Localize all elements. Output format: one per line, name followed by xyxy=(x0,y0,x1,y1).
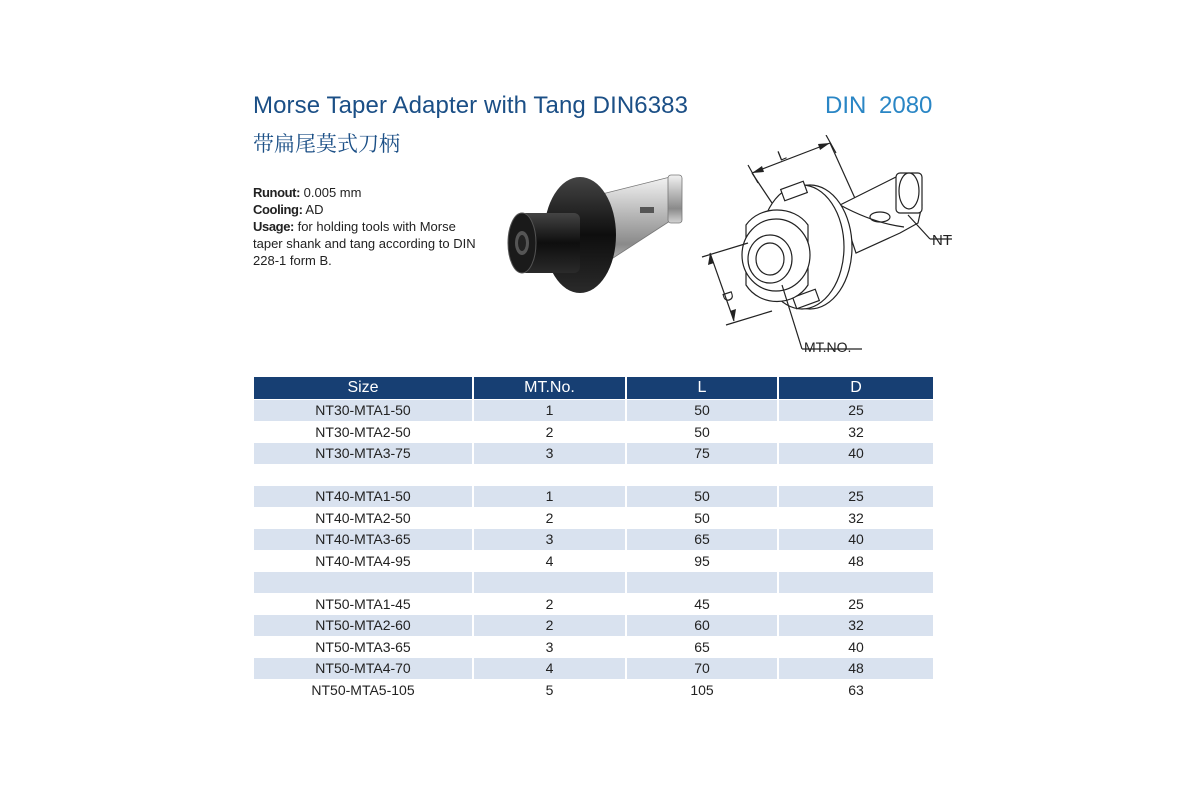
dim-label-l: L xyxy=(775,146,789,164)
cell-d: 40 xyxy=(779,442,933,464)
cell-d: 25 xyxy=(779,593,933,615)
dimension-drawing xyxy=(690,135,965,360)
cell-l: 60 xyxy=(627,614,779,636)
page-title: Morse Taper Adapter with Tang DIN6383 xyxy=(253,92,689,119)
header-mt-no: MT.No. xyxy=(474,377,627,399)
cell-mt-no: 3 xyxy=(474,528,627,550)
cell-d: 40 xyxy=(779,528,933,550)
cell-l: 50 xyxy=(627,399,779,421)
cell-size: NT50-MTA4-70 xyxy=(254,657,474,679)
cell-mt-no: 1 xyxy=(474,485,627,507)
cell-size: NT30-MTA1-50 xyxy=(254,399,474,421)
table-row xyxy=(254,421,933,443)
table-row xyxy=(254,571,933,593)
cell-l: 105 xyxy=(627,679,779,701)
cell-d: 32 xyxy=(779,421,933,443)
cell-l: 50 xyxy=(627,507,779,529)
cooling-value: AD xyxy=(305,202,324,217)
cell-l: 70 xyxy=(627,657,779,679)
cell-size: NT50-MTA3-65 xyxy=(254,636,474,658)
runout-label: Runout: xyxy=(253,185,301,200)
cell-size: NT50-MTA5-105 xyxy=(254,679,474,701)
cell-l: 75 xyxy=(627,442,779,464)
usage-line xyxy=(253,218,483,269)
cell-l: 65 xyxy=(627,528,779,550)
table-row xyxy=(254,507,933,529)
table-row xyxy=(254,657,933,679)
spec-notes xyxy=(253,184,483,269)
cooling-label: Cooling: xyxy=(253,202,303,217)
table-row xyxy=(254,442,933,464)
cell-d: 63 xyxy=(779,679,933,701)
standard-label: DIN 2080 xyxy=(825,92,933,119)
table-header-row xyxy=(254,377,933,399)
cell-d: 40 xyxy=(779,636,933,658)
table-row xyxy=(254,614,933,636)
cell-size: NT50-MTA1-45 xyxy=(254,593,474,615)
cell-l: 50 xyxy=(627,421,779,443)
cell-mt-no xyxy=(474,571,627,593)
runout-value: 0.005 mm xyxy=(303,185,362,200)
cell-mt-no: 2 xyxy=(474,421,627,443)
table-row xyxy=(254,485,933,507)
cell-mt-no: 3 xyxy=(474,636,627,658)
cell-l: 45 xyxy=(627,593,779,615)
cell-size xyxy=(254,464,474,486)
cell-d: 48 xyxy=(779,657,933,679)
cell-mt-no: 4 xyxy=(474,550,627,572)
header-d: D xyxy=(779,377,933,399)
cell-l xyxy=(627,571,779,593)
cell-size: NT40-MTA2-50 xyxy=(254,507,474,529)
cell-mt-no: 3 xyxy=(474,442,627,464)
cell-size: NT40-MTA3-65 xyxy=(254,528,474,550)
cell-mt-no: 2 xyxy=(474,614,627,636)
cell-size xyxy=(254,571,474,593)
header-size: Size xyxy=(254,377,474,399)
dim-label-mt: MT.NO. xyxy=(804,339,852,355)
cell-mt-no: 5 xyxy=(474,679,627,701)
cell-size: NT50-MTA2-60 xyxy=(254,614,474,636)
cell-mt-no: 4 xyxy=(474,657,627,679)
cell-d xyxy=(779,464,933,486)
cell-d: 25 xyxy=(779,399,933,421)
cell-size: NT30-MTA2-50 xyxy=(254,421,474,443)
cell-l xyxy=(627,464,779,486)
table-row xyxy=(254,528,933,550)
product-photo xyxy=(480,155,690,325)
cell-l: 65 xyxy=(627,636,779,658)
table-row xyxy=(254,550,933,572)
cell-size: NT40-MTA1-50 xyxy=(254,485,474,507)
cell-d: 48 xyxy=(779,550,933,572)
cell-d: 32 xyxy=(779,507,933,529)
dim-label-nt: NT xyxy=(932,232,952,249)
cell-size: NT40-MTA4-95 xyxy=(254,550,474,572)
cell-d: 32 xyxy=(779,614,933,636)
cell-d xyxy=(779,571,933,593)
runout-line xyxy=(253,184,483,201)
cell-l: 95 xyxy=(627,550,779,572)
cell-mt-no xyxy=(474,464,627,486)
cell-size: NT30-MTA3-75 xyxy=(254,442,474,464)
usage-label: Usage: xyxy=(253,219,294,234)
cell-mt-no: 2 xyxy=(474,507,627,529)
size-table xyxy=(254,377,933,700)
page-subtitle-chinese: 带扁尾莫式刀柄 xyxy=(253,132,400,156)
usage-value: for holding tools with Morse taper shank and tang according to DIN 228-1 form B. xyxy=(253,219,476,268)
table-row xyxy=(254,464,933,486)
cooling-line xyxy=(253,201,483,218)
cell-mt-no: 1 xyxy=(474,399,627,421)
table-row xyxy=(254,679,933,701)
dim-label-d: D xyxy=(719,288,738,304)
cell-d: 25 xyxy=(779,485,933,507)
cell-l: 50 xyxy=(627,485,779,507)
cell-mt-no: 2 xyxy=(474,593,627,615)
table-row xyxy=(254,593,933,615)
table-row xyxy=(254,636,933,658)
header-l: L xyxy=(627,377,779,399)
table-row xyxy=(254,399,933,421)
